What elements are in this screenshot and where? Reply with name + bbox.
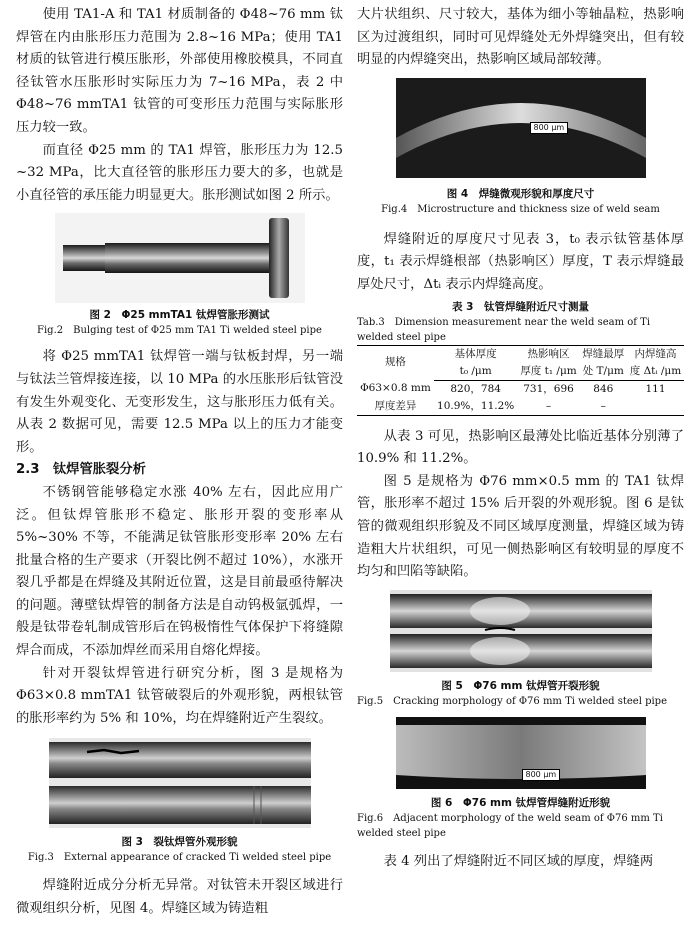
scale-bar-label: 800 μm — [522, 769, 561, 781]
table-header-haz: 热影响区 — [517, 345, 579, 363]
paragraph-thickness-definitions: 焊缝附近的厚度尺寸见表 3，t₀ 表示钛管基体厚度，t₁ 表示焊缝根部（热影响区）厚度，T 表示焊缝最厚处尺寸，Δtᵢ 表示内焊缝高度。 — [357, 231, 684, 292]
table-cell: 820，784 — [450, 382, 501, 395]
table-header-base: 基体厚度 — [434, 345, 518, 363]
table-header-base-unit: t₀ /μm — [434, 363, 518, 381]
figure-5-caption-en: Fig.5 Cracking morphology of Φ76 mm Ti welded steel pipe — [357, 695, 667, 707]
paragraph-fig5-fig6-intro: 图 5 是规格为 Φ76 mm×0.5 mm 的 TA1 钛焊管，胀形率不超过 15% 后开裂的外观形貌。图 6 是钛管的微观组织形貌及不同区域厚度测量，焊缝区域为铸造粗大片状组织，可见一侧热影响区有较明显的厚度不均匀和凹陷等缺陷。 — [357, 473, 684, 580]
paragraph-composition: 焊缝附近成分分析无异常。对钛管未开裂区域进行微观组织分析，见图 4。焊缝区域为铸造粗 — [16, 878, 343, 917]
paragraph-small-diameter: 而直径 Φ25 mm 的 TA1 焊管，胀形压力为 12.5 ~32 MPa，比大直径管的胀形压力要大的多，也就是小直径管的承压能力明显更大。胀形测试如图 2 所示。 — [16, 142, 343, 203]
table-header-spec: 规格 — [357, 345, 434, 380]
figure-2-caption-zh: 图 2 Φ25 mmTA1 钛焊管胀形测试 — [89, 309, 270, 322]
figure-3-cracked-pipe-photo — [49, 738, 311, 828]
table-cell: – — [517, 398, 579, 416]
figure-4-caption-zh: 图 4 焊缝微观形貌和厚度尺寸 — [446, 187, 595, 200]
weld-adjacent-micrograph-image — [396, 717, 646, 789]
table-cell: – — [580, 398, 627, 416]
table-cell: 厚度差异 — [357, 398, 434, 416]
paragraph-bulging-pressure: 使用 TA1-A 和 TA1 材质制备的 Φ48~76 mm 钛焊管在内由胀形压力范围为 2.8~16 MPa；使用 TA1 材质的钛管进行模压胀形，外部使用橡胶模具，不同直径钛管水压胀形时实际压力为 7~16 MPa，表 2 中 Φ48~76 mmTA1 钛管的可变形压力范围与实际胀形压力较一致。 — [16, 7, 343, 135]
paragraph-stainless-comparison: 不锈钢管能够稳定水涨 40% 左右，因此应用广泛。但钛焊管胀形不稳定、胀形开裂的变形率从 5%~30% 不等，不能满足钛管胀形变形率 20% 左右批量合格的生产要求（开裂比例不超过 10%），水涨开裂几乎都是在焊缝及其附近位置，这是目前最亟待解决的问题。薄壁钛焊管的制备方法是自动钨极氩弧焊，一般是钛带卷轧制成管形后在钨极惰性气体保护下将缝隙焊合而成，不添加焊丝而采用自熔化焊接。 — [16, 484, 343, 659]
table-3-caption-zh: 表 3 钛管焊缝附近尺寸测量 — [452, 300, 589, 313]
table-header-inner: 内焊缝高 — [627, 345, 684, 363]
figure-4-caption-en: Fig.4 Microstructure and thickness size of weld seam — [381, 203, 660, 215]
cracked-pipe-image — [49, 738, 311, 828]
paragraph-crack-study: 针对开裂钛焊管进行研究分析，图 3 是规格为 Φ63×0.8 mmTA1 钛管破裂后的外观形貌，两根钛管的胀形率约为 5% 和 10%，均在焊缝附近产生裂纹。 — [16, 665, 343, 726]
scale-bar-label: 800 μm — [530, 122, 569, 134]
paragraph-microstructure: 大片状组织、尺寸较大，基体为细小等轴晶粒，热影响区为过渡组织，同时可见焊缝处无外焊缝突出，但有较明显的内焊缝突出，热影响区域局部较薄。 — [357, 7, 684, 68]
table-header-inner-unit: 度 Δtᵢ /μm — [627, 363, 684, 381]
pipe-bulging-image — [55, 213, 305, 303]
paragraph-table-4-intro: 表 4 列出了焊缝附近不同区域的厚度，焊缝两 — [383, 853, 654, 869]
figure-5-caption-zh: 图 5 Φ76 mm 钛焊管开裂形貌 — [441, 679, 600, 692]
table-row — [357, 380, 684, 398]
table-cell — [627, 398, 684, 416]
figure-6-micrograph — [396, 717, 646, 789]
figure-3-caption-zh: 图 3 裂钛焊管外观形貌 — [121, 836, 238, 849]
paragraph-table-conclusion: 从表 3 可见，热影响区最薄处比临近基体分别薄了 10.9% 和 11.2%。 — [357, 428, 684, 467]
left-column — [16, 0, 343, 921]
paragraph-seal-welding: 将 Φ25 mmTA1 钛焊管一端与钛板封焊，另一端与钛法兰管焊接连接，以 10 MPa 的水压胀形后钛管没有发生外观变化、无变形发生，这与胀形压力低有关。从表 2 数据可见，需要 12.5 MPa 以上的压力才能变形。 — [16, 349, 343, 455]
weld-micrograph-image — [396, 78, 646, 178]
table-header-haz-unit: 厚度 t₁ /μm — [517, 363, 579, 381]
table-3-caption-en: Tab.3 Dimension measurement near the weld seam of Ti welded steel pipe — [357, 316, 651, 343]
figure-2-bulging-photo — [55, 213, 305, 303]
table-3-dimensions — [357, 345, 684, 416]
cracking-morphology-image — [390, 590, 652, 672]
table-cell: Φ63×0.8 mm — [360, 382, 431, 395]
table-cell: 731，696 — [523, 382, 574, 395]
table-header-max-unit: 处 T/μm — [580, 363, 627, 381]
right-column — [357, 0, 684, 873]
table-cell: 846 — [593, 382, 614, 395]
figure-2-caption-en: Fig.2 Bulging test of Φ25 mm TA1 Ti welded steel pipe — [37, 325, 322, 337]
figure-4-micrograph — [396, 78, 646, 178]
table-row — [357, 398, 684, 416]
figure-6-caption-en: Fig.6 Adjacent morphology of the weld seam of Φ76 mm Ti welded steel pipe — [357, 812, 663, 839]
figure-3-caption-en: Fig.3 External appearance of cracked Ti welded steel pipe — [27, 852, 332, 864]
figure-6-caption-zh: 图 6 Φ76 mm 钛焊管焊缝附近形貌 — [430, 796, 611, 809]
section-heading: 2.3 钛焊管胀裂分析 — [16, 462, 146, 478]
table-header-max: 焊缝最厚 — [580, 345, 627, 363]
table-cell: 10.9%，11.2% — [434, 398, 518, 416]
figure-5-cracked-pipe-photo — [390, 590, 652, 672]
table-cell: 111 — [645, 382, 666, 395]
